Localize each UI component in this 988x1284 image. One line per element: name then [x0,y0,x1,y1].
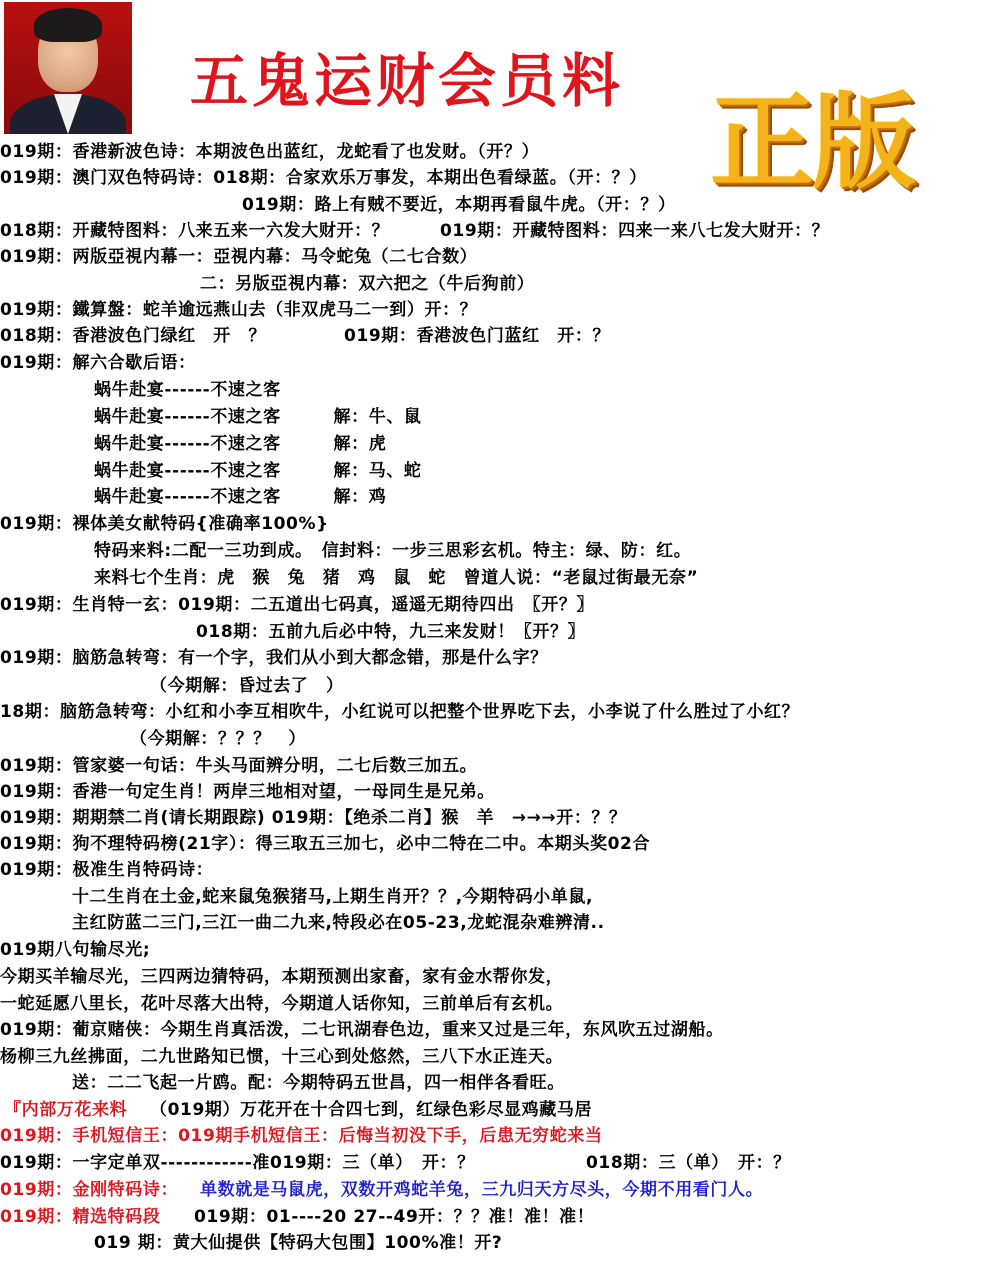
text-line: 019期：一字定单双------------准019期：三（单） 开：？ [0,1153,475,1173]
text-line: 蜗牛赴宴------不速之客 解：马、蛇 [94,461,422,481]
text-line: 019期：葡京赌侠：今期生肖真活泼，二七讯湖春色边，重来又过是三年，东风吹五过湖船。 [0,1020,724,1040]
text-line: 019期：精选特码段 [0,1207,161,1227]
text-line: 019期：狗不理特码榜(21字）：得三取五三加七，必中二特在二中。本期头奖02合 [0,834,651,854]
text-line: （今期解：？？？ ） [130,729,306,749]
authentic-stamp: 正版 [710,80,915,203]
text-line: 019期：管家婆一句话：牛头马面辨分明，二七后数三加五。 [0,756,478,776]
portrait-hair [34,8,102,42]
text-line: 018期：香港波色门绿红 开 ？ [0,326,267,346]
text-line: 018期：开藏特图料：八来五来一六发大财开：？ [0,221,390,241]
text-line: 单数就是马鼠虎，双数开鸡蛇羊兔，三九归天方尽头，今期不用看门人。 [200,1180,764,1200]
text-line: 『内部万花来料 [4,1100,128,1120]
text-line: 送：二二飞起一片鸥。配：今期特码五世昌，四一相伴各看旺。 [72,1073,565,1093]
text-line: 019期：澳门双色特码诗：018期：合家欢乐万事发，本期出色看绿蓝。（开：？） [0,168,647,188]
text-line: 18期：脑筋急转弯：小红和小李互相吹牛，小红说可以把整个世界吃下去，小李说了什么胜过了小红？ [0,702,800,722]
text-line: 019期：开藏特图料：四来一来八七发大财开：？ [440,221,830,241]
text-line: 019期：生肖特一玄：019期：二五道出七码真，遥遥无期待四出 〖开？〗 [0,595,595,615]
text-line: 019期：解六合歇后语： [0,353,196,373]
text-line: 019期：01----20 27--49开：？？准！准！准！ [194,1207,595,1227]
text-line: 蜗牛赴宴------不速之客 [94,380,281,400]
text-line: （今期解：昏过去了 ） [150,676,344,696]
portrait-photo [4,2,132,134]
text-line: 019期：路上有贼不要近，本期再看鼠牛虎。（开：？） [242,195,676,215]
text-line: 来料七个生肖：虎 猴 兔 猪 鸡 鼠 蛇 曾道人说：“老鼠过街最无奈” [94,568,699,588]
text-line: 019期八句输尽光; [0,940,151,960]
text-line: 019期：脑筋急转弯：有一个字，我们从小到大都念错，那是什么字？ [0,648,548,668]
text-line: 主红防蓝二三门,三江一曲二九来,特段必在05-23,龙蛇混杂难辨清.. [72,913,605,933]
text-line: 019期：裸体美女献特码{准确率100%} [0,514,329,534]
text-line: 蜗牛赴宴------不速之客 解：虎 [94,434,387,454]
text-line: 杨柳三九丝拂面，二九世路知已惯，十三心到处悠然，三八下水正连天。 [0,1047,564,1067]
text-line: 018期：五前九后必中特，九三来发财！〖开？〗 [196,622,586,642]
text-line: 019期：鐵算盤：蛇羊逾远燕山去（非双虎马二一到）开：？ [0,300,478,320]
text-line: 今期买羊输尽光，三四两边猜特码，本期预测出家畜，家有金水帮你发， [0,967,564,987]
text-line: 019期：期期禁二肖(请长期跟踪) 019期：【绝杀二肖】猴 羊 →→→开：？？ [0,808,627,828]
text-line: 019期：香港一句定生肖！两岸三地相对望，一母同生是兄弟。 [0,782,495,802]
text-line: （019期）万花开在十合四七到，红绿色彩尽显鸡藏马居 [150,1100,593,1120]
text-line: 特码来料:二配一三功到成。 信封料：一步三思彩玄机。特主：绿、防：红。 [94,541,692,561]
text-line: 二：另版亞視内幕：双六把之（牛后狗前） [200,274,535,294]
page-title: 五鬼运财会员料 [190,47,625,115]
text-line: 蜗牛赴宴------不速之客 解：牛、鼠 [94,407,422,427]
text-line: 019期：两版亞視内幕一：亞視内幕：马令蛇兔（二七合数） [0,247,478,267]
text-line: 019期：香港波色门蓝红 开：？ [344,326,611,346]
text-line: 019期：金刚特码诗： [0,1180,179,1200]
text-line: 019期：香港新波色诗：本期波色出蓝红，龙蛇看了也发财。（开？） [0,142,540,162]
text-line: 一蛇延愿八里长，花叶尽落大出特，今期道人话你知，三前单后有玄机。 [0,994,564,1014]
text-line: 十二生肖在土金,蛇来鼠兔猴猪马,上期生肖开？？,今期特码小单鼠, [72,887,594,907]
text-line: 018期：三（单） 开：？ [586,1153,791,1173]
text-line: 019期：手机短信王：019期手机短信王：后悔当初没下手，后患无穷蛇来当 [0,1126,603,1146]
text-line: 蜗牛赴宴------不速之客 解：鸡 [94,487,387,507]
text-line: 019 期：黄大仙提供【特码大包围】100%准！开? [94,1233,503,1253]
text-line: 019期：极准生肖特码诗： [0,860,214,880]
